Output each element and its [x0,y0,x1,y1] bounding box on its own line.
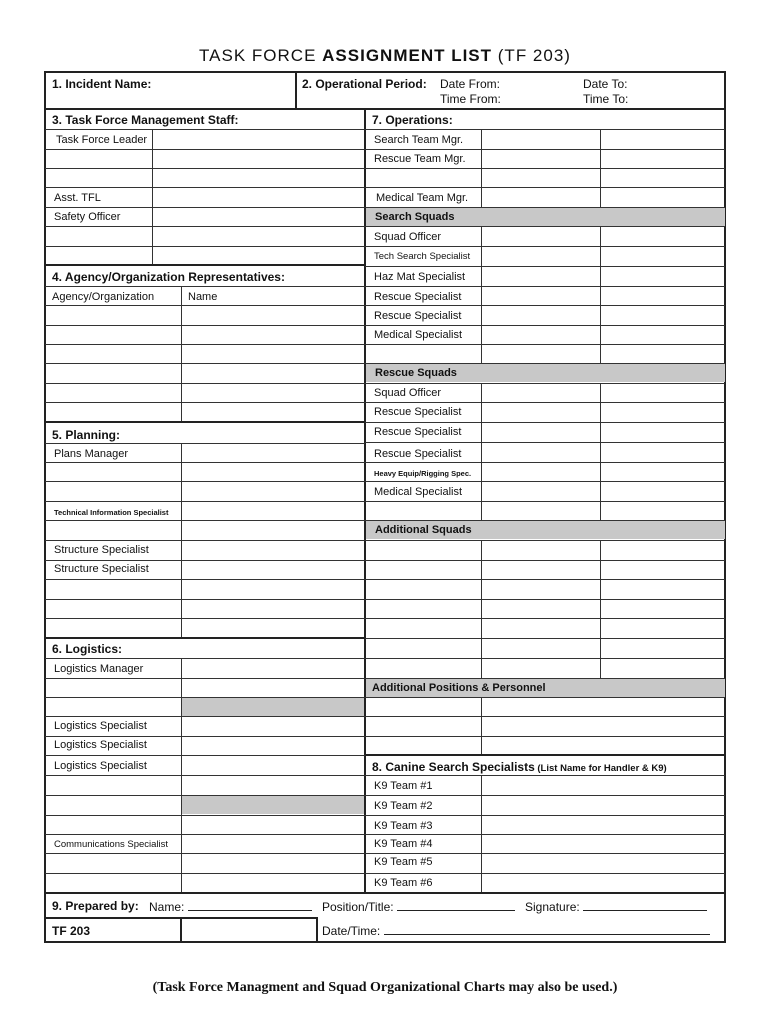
hazmat-specialist-label: Haz Mat Specialist [374,271,466,283]
agency-header: 4. Agency/Organization Representatives: [52,270,285,284]
plans-manager-label: Plans Manager [54,448,128,460]
agency-column-header: Agency/Organization [52,291,155,303]
safety-officer-label: Safety Officer [54,211,121,223]
mgmt-staff-header: 3. Task Force Management Staff: [52,113,239,127]
medical-team-mgr-label: Medical Team Mgr. [376,192,469,204]
heavy-equip-rigging-label: Heavy Equip/Rigging Spec. [374,469,472,478]
name-line[interactable] [188,899,312,911]
date-to-label: Date To: [583,77,628,91]
time-to-label: Time To: [583,92,629,106]
k9-team-label: K9 Team #3 [374,820,433,832]
logistics-specialist-label: Logistics Specialist [54,760,147,772]
date-from-label: Date From: [440,77,501,91]
k9-team-label: K9 Team #5 [374,856,433,868]
search-squads-heading: Search Squads [375,211,455,223]
logistics-manager-label: Logistics Manager [54,663,144,675]
squad-officer-label: Squad Officer [374,387,442,399]
position-title-label: Position/Title: [322,899,515,914]
squad-officer-label: Squad Officer [374,231,442,243]
rescue-specialist-label: Rescue Specialist [374,406,462,418]
planning-header: 5. Planning: [52,428,121,442]
name-column-header: Name [188,291,218,303]
rescue-specialist-label: Rescue Specialist [374,291,462,303]
time-from-label: Time From: [440,92,501,106]
datetime-line[interactable] [384,923,710,935]
k9-team-label: K9 Team #1 [374,780,433,792]
logistics-specialist-label: Logistics Specialist [54,720,147,732]
k9-team-label: K9 Team #6 [374,877,433,889]
form-title: TASK FORCE ASSIGNMENT LIST (TF 203) [199,46,571,65]
structure-specialist-label: Structure Specialist [54,563,149,575]
prepared-by-label: 9. Prepared by: [52,899,139,913]
rescue-specialist-label: Rescue Specialist [374,448,462,460]
medical-specialist-label: Medical Specialist [374,329,463,341]
date-time-label: Date/Time: [322,923,710,938]
incident-name-label: 1. Incident Name: [52,77,152,91]
search-team-mgr-label: Search Team Mgr. [374,134,464,146]
tech-search-specialist-label: Tech Search Specialist [374,251,471,262]
additional-positions-heading: Additional Positions & Personnel [372,682,546,694]
rescue-squads-heading: Rescue Squads [375,367,457,379]
signature-label: Signature: [525,899,707,914]
form-number: TF 203 [52,924,91,938]
logistics-specialist-label: Logistics Specialist [54,739,147,751]
rescue-specialist-label: Rescue Specialist [374,310,462,322]
additional-squads-heading: Additional Squads [375,524,472,536]
footer-note: (Task Force Managment and Squad Organizational Charts may also be used.) [152,980,618,995]
signature-line[interactable] [583,899,707,911]
operational-period-label: 2. Operational Period: [302,77,427,91]
operations-header: 7. Operations: [372,113,453,127]
task-force-leader-label: Task Force Leader [56,134,148,146]
medical-specialist-label: Medical Specialist [374,486,463,498]
structure-specialist-label: Structure Specialist [54,544,149,556]
k9-team-label: K9 Team #4 [374,838,433,850]
tech-info-specialist-label: Technical Information Specialist [54,508,169,517]
asst-tfl-label: Asst. TFL [54,192,101,204]
position-line[interactable] [397,899,515,911]
rescue-specialist-label: Rescue Specialist [374,426,462,438]
rescue-team-mgr-label: Rescue Team Mgr. [374,153,466,165]
canine-header: 8. Canine Search Specialists (List Name for Handler & K9) [372,760,667,774]
k9-team-label: K9 Team #2 [374,800,433,812]
logistics-header: 6. Logistics: [52,642,123,656]
communications-specialist-label: Communications Specialist [54,839,169,850]
prepared-name-label: Name: [149,899,312,914]
